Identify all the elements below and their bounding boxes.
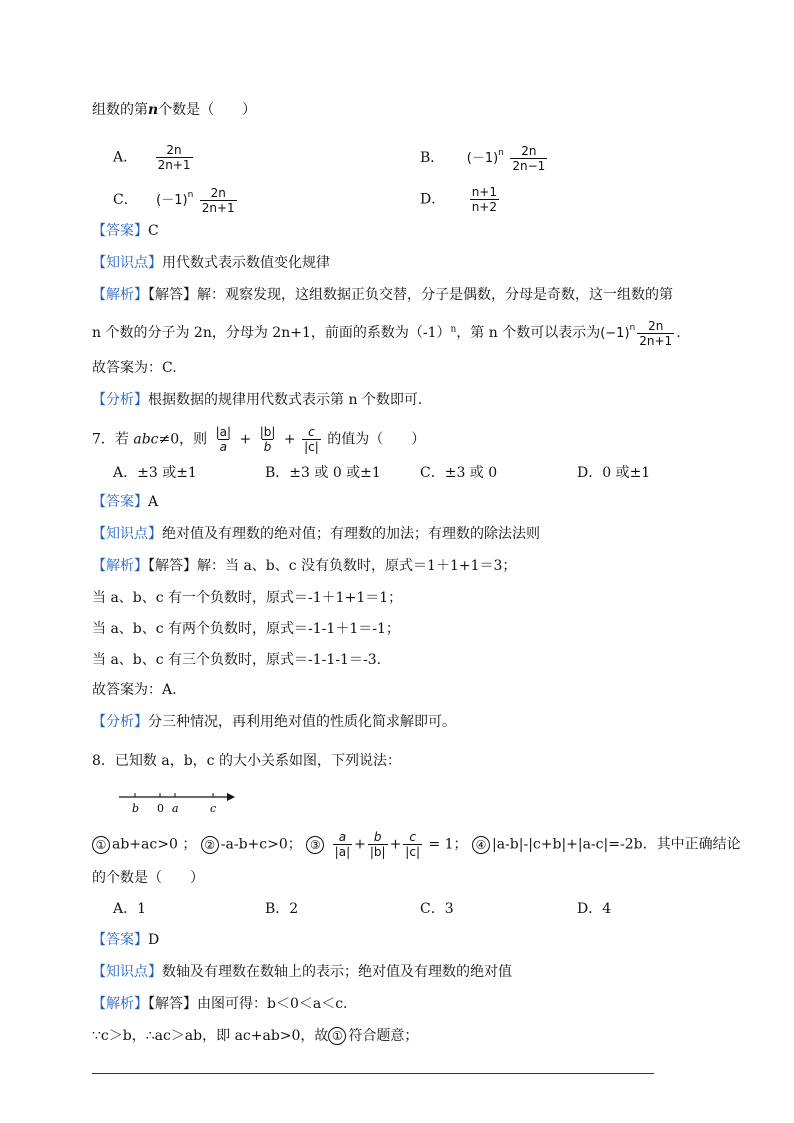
q7-analysis-line: 当 a、b、c 有两个负数时，原式＝-1-1＋1＝-1； — [92, 621, 400, 637]
fraction: $\frac{2n}{2n+1}$ — [201, 185, 235, 215]
fraction: $\frac{|b|}{b}$ — [259, 425, 276, 454]
q6-answer: 【答案】C — [92, 223, 159, 239]
q6-conclusion: 故答案为：C. — [92, 360, 177, 376]
q7-option-b[interactable]: B．±3 或 0 或±1 — [265, 465, 381, 481]
q7-option-a[interactable]: A．±3 或±1 — [113, 465, 197, 481]
fraction: $\frac{n+1}{n+2}$ — [471, 185, 497, 214]
q6-option-d[interactable]: D． $\frac{n+1}{n+2}$ — [420, 185, 497, 214]
q8-analysis: 【解析】【解答】由图可得：b＜0＜a＜c. — [92, 996, 348, 1012]
q7-analysis-line: 当 a、b、c 有一个负数时，原式＝-1＋1+1＝1； — [92, 590, 403, 606]
q7-conclusion: 故答案为：A. — [92, 682, 177, 698]
q8-statements: ① ab+ac>0 ； ② -a-b+c>0； ③ $\frac{a}{|a|}$ + $\frac{b}{|b|}$ + $\frac{c}{|c|}$ = 1； ④ |a-b|-|c+b|+|a-c|=-2b．其中正确结论 — [92, 830, 741, 859]
q7-knowledge: 【知识点】绝对值及有理数的绝对值；有理数的加法；有理数的除法法则 — [92, 526, 540, 542]
q6-analysis-line2: n 个数的分子为 2n，分母为 2n+1，前面的系数为$(-1)^n$，第 n 个数可以表示为$(-1)^n$ $\frac{2n}{2n+1}$ . — [92, 318, 681, 348]
q7-answer: 【答案】A — [92, 494, 159, 510]
page-footer-rule — [92, 1073, 654, 1074]
fraction: $\frac{b}{|b|}$ — [369, 830, 386, 859]
q8-option-d[interactable]: D．4 — [577, 901, 612, 917]
q7-analysis: 【解析】【解答】解：当 a、b、c 没有负数时，原式＝1＋1+1＝3； — [92, 558, 517, 574]
number-line — [115, 788, 240, 816]
q7-option-d[interactable]: D．0 或±1 — [577, 465, 651, 481]
fraction: $\frac{2n}{2n+1}$ — [157, 143, 191, 172]
q6-stem: 组数的第n个数是（ ） — [92, 102, 257, 118]
q8-stem-line2: 的个数是（ ） — [92, 870, 204, 886]
q8-option-a[interactable]: A．1 — [113, 901, 147, 917]
fraction: $\frac{2n}{2n+1}$ — [639, 318, 673, 348]
q8-stem: 8．已知数 a，b，c 的大小关系如图，下列说法： — [92, 753, 401, 769]
fraction: $\frac{|a|}{a}$ — [215, 425, 232, 454]
q6-analysis: 【解析】【解答】解：观察发现，这组数据正负交替，分子是偶数，分母是奇数，这一组数的第 — [92, 287, 673, 303]
q6-option-b[interactable]: B． $(-1)^n$ $\frac{2n}{2n-1}$ — [420, 143, 546, 173]
q8-answer: 【答案】D — [92, 932, 160, 948]
q8-option-b[interactable]: B．2 — [265, 901, 299, 917]
number-line-label: 0 — [157, 802, 164, 815]
q7-stem: 7．若 abc≠0，则 $\frac{|a|}{a}$ + $\frac{|b|}{b}$ + $\frac{c}{|c|}$ 的值为（ ） — [92, 425, 426, 454]
q7-option-c[interactable]: C．±3 或 0 — [420, 465, 498, 481]
q8-analysis-line2: ∵c＞b，∴ac＞ab，即 ac+ab>0，故 ① 符合题意； — [92, 1028, 419, 1044]
fraction: $\frac{c}{|c|}$ — [405, 830, 420, 859]
fraction: $\frac{a}{|a|}$ — [334, 830, 351, 859]
q6-knowledge: 【知识点】用代数式表示数值变化规律 — [92, 255, 330, 271]
number-line-label: a — [172, 802, 179, 815]
fraction: $\frac{c}{|c|}$ — [304, 425, 319, 454]
q6-option-c[interactable]: C． $(-1)^n$ $\frac{2n}{2n+1}$ — [113, 185, 235, 215]
q8-option-c[interactable]: C．3 — [420, 901, 454, 917]
q6-fenxi: 【分析】根据数据的规律用代数式表示第 n 个数即可. — [92, 392, 423, 408]
fraction: $\frac{2n}{2n-1}$ — [512, 143, 546, 173]
q8-knowledge: 【知识点】数轴及有理数在数轴上的表示；绝对值及有理数的绝对值 — [92, 964, 512, 980]
q7-fenxi: 【分析】分三种情况，再利用绝对值的性质化简求解即可。 — [92, 714, 456, 730]
number-line-label: c — [210, 802, 217, 815]
number-line-label: b — [132, 802, 140, 815]
q6-option-a[interactable]: A． $\frac{2n}{2n+1}$ — [113, 143, 191, 172]
q7-analysis-line: 当 a、b、c 有三个负数时，原式＝-1-1-1＝-3. — [92, 652, 382, 668]
